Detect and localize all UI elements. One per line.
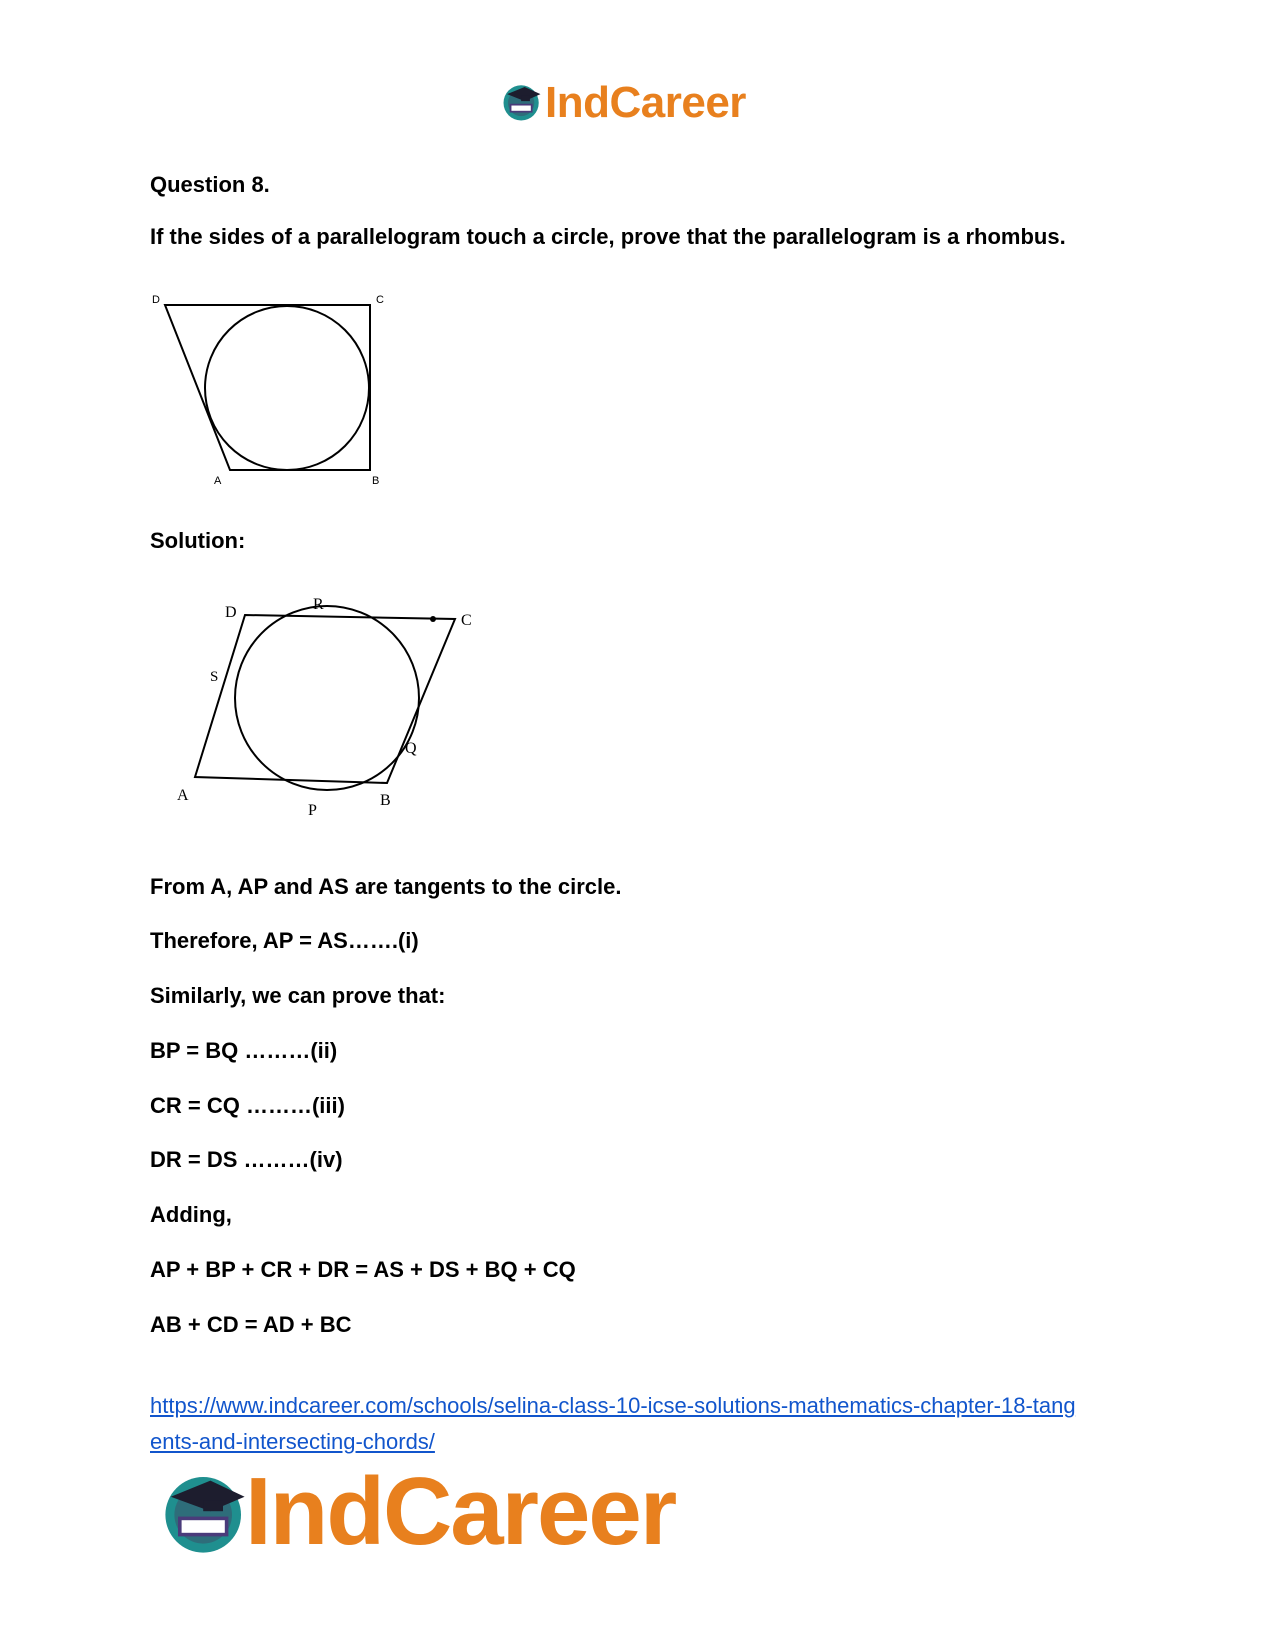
label-c: C: [376, 294, 384, 306]
label-q: Q: [405, 740, 417, 757]
label-b: B: [372, 475, 380, 487]
logo-wordmark: IndCareer: [245, 1458, 676, 1565]
label-s: S: [210, 669, 219, 685]
source-link[interactable]: [150, 1388, 1130, 1460]
label-c: C: [461, 612, 472, 629]
proof-line: Adding,: [150, 1202, 232, 1227]
proof-line: Therefore, AP = AS…….(i): [150, 928, 419, 953]
graduation-book-icon: [160, 1468, 250, 1558]
graduation-book-icon: [500, 80, 544, 124]
label-a: A: [214, 475, 222, 487]
source-link-line1[interactable]: https://www.indcareer.com/schools/selina-class-10-icse-solutions-mathematics-chapter-18-tang: [150, 1393, 1076, 1418]
logo-wordmark: IndCareer: [545, 78, 746, 127]
figure-rhombus-incircle: [155, 595, 505, 840]
proof-line: Similarly, we can prove that:: [150, 983, 446, 1008]
proof-line: AP + BP + CR + DR = AS + DS + BQ + CQ: [150, 1257, 576, 1282]
solution-heading: Solution:: [150, 528, 246, 553]
label-r: R: [313, 596, 324, 613]
source-link-line2[interactable]: ents-and-intersecting-chords/: [150, 1429, 435, 1454]
question-text: If the sides of a parallelogram touch a circle, prove that the parallelogram is a rhombus.: [150, 224, 1066, 249]
figure-circle-in-quadrilateral: [150, 290, 410, 490]
label-a: A: [177, 787, 189, 804]
proof-line: BP = BQ ………(ii): [150, 1038, 338, 1063]
proof-line: CR = CQ ………(iii): [150, 1093, 345, 1118]
proof-line: AB + CD = AD + BC: [150, 1312, 352, 1337]
label-p: P: [308, 802, 317, 819]
proof-line: From A, AP and AS are tangents to the circle.: [150, 874, 622, 899]
label-b: B: [380, 792, 391, 809]
proof-line: DR = DS ………(iv): [150, 1147, 343, 1172]
question-title: Question 8.: [150, 172, 270, 197]
label-d: D: [225, 604, 237, 621]
label-d: D: [152, 294, 160, 306]
